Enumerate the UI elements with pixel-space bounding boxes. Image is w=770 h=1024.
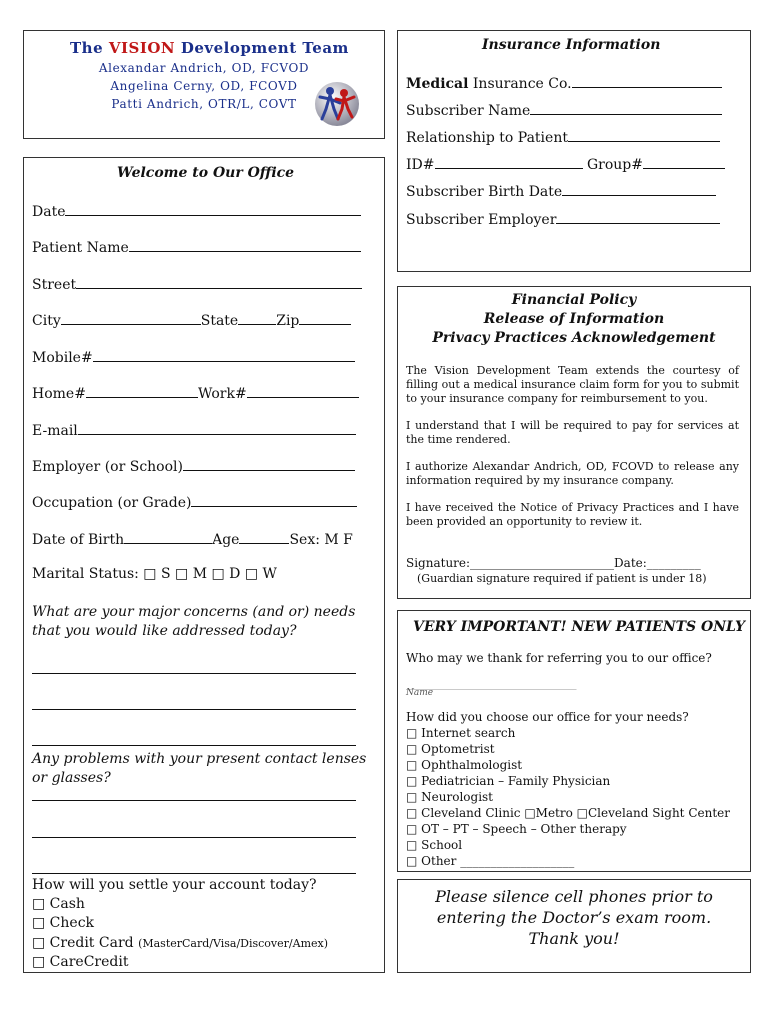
phone-row — [32, 384, 359, 402]
settle-question: How will you settle your account today? — [32, 877, 317, 893]
pay-credit-option[interactable] — [32, 935, 328, 951]
home-label: Home# — [32, 386, 86, 402]
policy-paragraph-1: The Vision Development Team extends the courtesy of filling out a medical insurance claim form for you to submit to your insurance company for reimbursement to you. — [406, 364, 739, 405]
state-label: State — [200, 313, 239, 329]
employer-field[interactable] — [183, 457, 355, 471]
employer-label: Employer (or School) — [32, 459, 183, 475]
pay-credit-label: □ Credit Card — [32, 935, 134, 951]
sex-label: Sex: M F — [289, 532, 353, 548]
notice-line-1: Please silence cell phones prior to — [435, 887, 713, 906]
id-field[interactable] — [435, 155, 583, 169]
practice-logo — [312, 79, 362, 129]
email-label: E-mail — [32, 423, 78, 439]
subscriber-name-row — [406, 101, 722, 119]
practice-title — [70, 39, 349, 57]
option-ophthalmologist[interactable]: □ Ophthalmologist — [406, 758, 523, 772]
pay-carecredit-option[interactable]: □ CareCredit — [32, 954, 129, 970]
pay-credit-types: (MasterCard/Visa/Discover/Amex) — [138, 937, 329, 950]
option-neurologist[interactable]: □ Neurologist — [406, 790, 494, 804]
sub-employer-field[interactable] — [556, 210, 720, 224]
birth-date-row — [406, 182, 716, 200]
medical-label: Insurance Co. — [472, 76, 572, 92]
option-internet[interactable]: □ Internet search — [406, 726, 516, 740]
policy-paragraph-2: I understand that I will be required to pay for services at the time rendered. — [406, 419, 739, 446]
option-therapy[interactable]: □ OT – PT – Speech – Other therapy — [406, 822, 627, 836]
work-label: Work# — [197, 386, 247, 402]
doctor-1: Alexandar Andrich, OD, FCVOD — [98, 61, 310, 75]
guardian-note: (Guardian signature required if patient is under 18) — [417, 572, 707, 585]
employer-row — [32, 457, 355, 475]
city-row — [32, 311, 351, 329]
pay-check-option[interactable]: □ Check — [32, 915, 95, 931]
patient-name-row — [32, 238, 361, 256]
subscriber-name-field[interactable] — [530, 101, 722, 115]
doctor-3: Patti Andrich, OTR/L, COVT — [111, 97, 297, 111]
sub-employer-row — [406, 210, 720, 228]
relationship-field[interactable] — [568, 128, 720, 142]
practice-header-box — [23, 30, 385, 139]
option-pediatrician[interactable]: □ Pediatrician – Family Physician — [406, 774, 611, 788]
mobile-row — [32, 348, 355, 366]
state-field[interactable] — [238, 311, 276, 325]
group-label: Group# — [586, 157, 643, 173]
age-label: Age — [212, 532, 240, 548]
street-label: Street — [32, 277, 77, 293]
title-vision: VISION — [108, 39, 176, 57]
welcome-title: Welcome to Our Office — [117, 165, 295, 181]
title-post: Development Team — [180, 39, 349, 57]
option-school[interactable]: □ School — [406, 838, 463, 852]
choose-question: How did you choose our office for your needs? — [406, 710, 689, 724]
id-group-row — [406, 155, 725, 173]
work-field[interactable] — [247, 384, 359, 398]
policy-title-1: Financial Policy — [511, 292, 637, 308]
policy-title-2: Release of Information — [483, 311, 665, 327]
referral-title: VERY IMPORTANT! NEW PATIENTS ONLY — [413, 619, 745, 635]
option-other[interactable]: □ Other ___________________ — [406, 854, 575, 868]
notice-line-3: Thank you! — [528, 929, 620, 948]
title-pre: The — [70, 39, 104, 57]
notice-line-2: entering the Doctor’s exam room. — [436, 908, 712, 927]
patient-name-label: Patient Name — [32, 240, 129, 256]
lenses-line-1[interactable] — [32, 800, 356, 801]
city-label: City — [32, 313, 61, 329]
dob-row — [32, 530, 353, 548]
date-label: Date — [32, 204, 66, 220]
occupation-row — [32, 493, 357, 511]
doctor-2: Angelina Cerny, OD, FCOVD — [110, 79, 298, 93]
concerns-line-2[interactable] — [32, 709, 356, 710]
street-field[interactable] — [76, 275, 362, 289]
referral-name-label: Name — [406, 688, 434, 698]
sub-employer-label: Subscriber Employer — [406, 212, 557, 228]
referral-name-line[interactable]: _______________________________ — [406, 677, 577, 690]
option-optometrist[interactable]: □ Optometrist — [406, 742, 495, 756]
marital-status[interactable]: Marital Status: □ S □ M □ D □ W — [32, 566, 277, 582]
policy-title-3: Privacy Practices Acknowledgement — [432, 330, 716, 346]
date-row — [32, 202, 361, 220]
zip-label: Zip — [276, 313, 300, 329]
policy-paragraph-3: I authorize Alexandar Andrich, OD, FCOVD to release any information required by my insurance company. — [406, 460, 739, 487]
birth-date-field[interactable] — [562, 182, 716, 196]
patient-name-field[interactable] — [129, 238, 361, 252]
id-label: ID# — [406, 157, 435, 173]
policy-paragraph-4: I have received the Notice of Privacy Practices and I have been provided an opportunity to review it. — [406, 501, 739, 528]
city-field[interactable] — [61, 311, 201, 325]
age-field[interactable] — [239, 530, 289, 544]
dob-label: Date of Birth — [32, 532, 125, 548]
referral-question: Who may we thank for referring you to our office? — [406, 651, 712, 665]
date-field[interactable] — [65, 202, 361, 216]
option-cleveland[interactable]: □ Cleveland Clinic □Metro □Cleveland Sight Center — [406, 806, 730, 820]
concerns-question: What are your major concerns (and or) needs that you would like addressed today? — [32, 604, 356, 639]
relationship-row — [406, 128, 720, 146]
insurance-box — [397, 30, 751, 272]
lenses-line-3[interactable] — [32, 873, 356, 874]
occupation-field[interactable] — [191, 493, 357, 507]
mobile-field[interactable] — [93, 348, 355, 362]
lenses-question: Any problems with your present contact lenses or glasses? — [32, 751, 367, 786]
relationship-label: Relationship to Patient — [406, 130, 568, 146]
medical-field[interactable] — [572, 74, 722, 88]
medical-label-bold: Medical — [406, 76, 469, 92]
lenses-line-2[interactable] — [32, 837, 356, 838]
street-row — [32, 275, 362, 293]
mobile-label: Mobile# — [32, 350, 93, 366]
signature-line[interactable]: Signature:________________________Date:_________ — [406, 556, 701, 570]
pay-cash-option[interactable]: □ Cash — [32, 896, 85, 912]
email-field[interactable] — [78, 421, 356, 435]
concerns-line-1[interactable] — [32, 673, 356, 674]
insurance-title: Insurance Information — [482, 37, 661, 53]
home-field[interactable] — [86, 384, 198, 398]
group-field[interactable] — [643, 155, 725, 169]
dob-field[interactable] — [124, 530, 212, 544]
subscriber-name-label: Subscriber Name — [406, 103, 531, 119]
zip-field[interactable] — [299, 311, 351, 325]
birth-date-label: Subscriber Birth Date — [406, 184, 563, 200]
medical-row — [406, 74, 722, 92]
email-row — [32, 421, 356, 439]
occupation-label: Occupation (or Grade) — [32, 495, 192, 511]
concerns-line-3[interactable] — [32, 745, 356, 746]
